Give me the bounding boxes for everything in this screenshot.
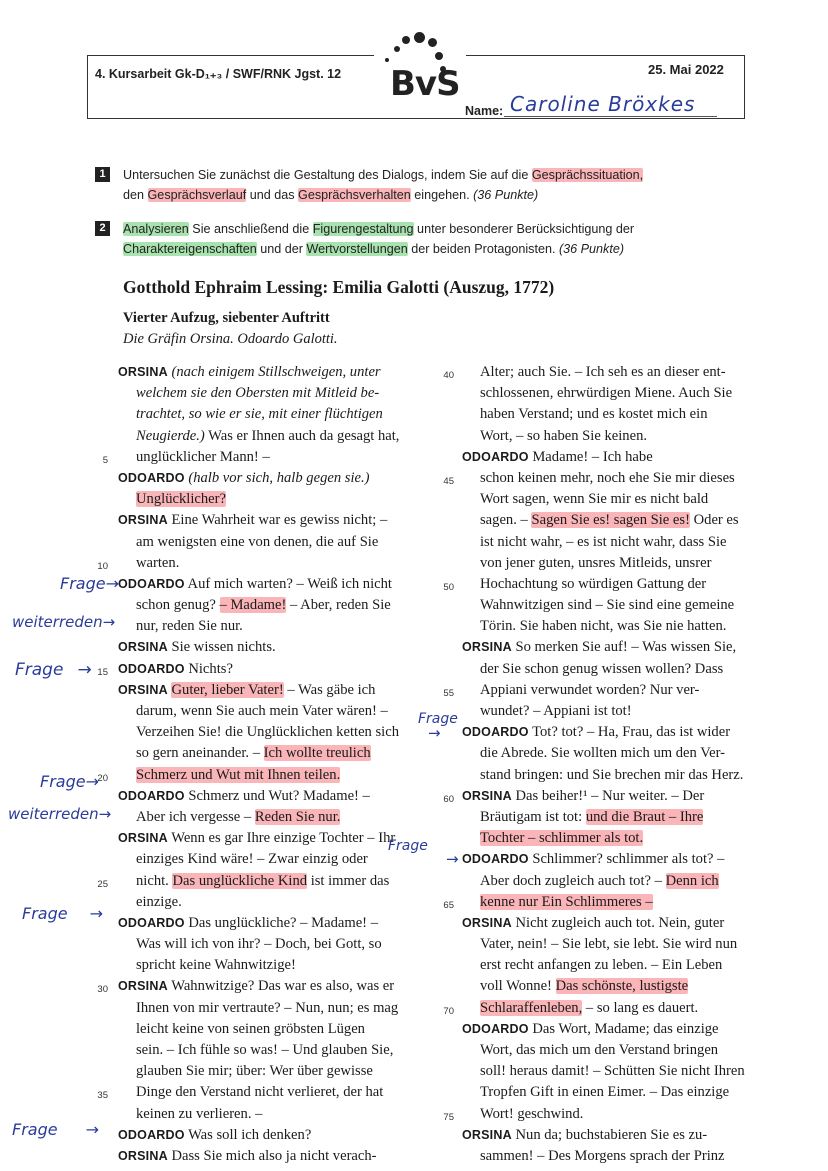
text-title: Gotthold Ephraim Lessing: Emilia Galotti (Auszug, 1772) — [123, 277, 555, 297]
annotation-frage: Frage → — [12, 1120, 99, 1139]
line-number: 25 — [97, 878, 108, 890]
annotation-frage: Frage → — [15, 660, 92, 680]
task-1: 1 Untersuchen Sie zunächst die Gestaltung des Dialogs, indem Sie auf die Gesprächssituation, den Gesprächsverlauf und das Gesprächsverhalten eingehen. (36 Punkte) — [95, 165, 755, 205]
line-number: 15 — [97, 666, 108, 678]
highlight: Ich wollte treulich — [263, 745, 371, 762]
annotation-weiterreden: weiterreden→ — [12, 613, 116, 631]
line-number: 55 — [443, 687, 454, 699]
student-name: Caroline Bröxkes — [510, 92, 696, 116]
highlight: Schmerz und Wut mit Ihnen teilen. — [136, 766, 341, 783]
highlight: Gesprächssituation, — [531, 168, 644, 182]
school-logo — [374, 28, 466, 110]
line-number: 30 — [97, 984, 108, 996]
arrow-icon: → — [428, 724, 441, 742]
line-number: 70 — [443, 1005, 454, 1017]
line-number: 10 — [97, 560, 108, 572]
task-2: 2 Analysieren Sie anschließend die Figurengestaltung unter besonderer Berücksichtigung der Charaktereigenschaften und der Wertvorstellungen der beiden Protagonisten. (36 Punkte) — [95, 219, 755, 259]
line-number: 65 — [443, 899, 454, 911]
highlight: Unglücklicher? — [136, 491, 226, 508]
line-number: 35 — [97, 1090, 108, 1102]
highlight: Gesprächsverhalten — [298, 188, 411, 202]
arrow-icon: → — [446, 850, 459, 868]
line-number: 20 — [97, 772, 108, 784]
task-number: 2 — [95, 221, 110, 236]
task-number: 1 — [95, 167, 110, 182]
highlight: Sagen Sie es! sagen Sie es! — [531, 512, 690, 529]
annotation-weiterreden: weiterreden→ — [8, 805, 112, 823]
line-number: 40 — [443, 370, 454, 381]
highlight: – Madame! — [219, 597, 287, 614]
line-number: 50 — [443, 581, 454, 593]
line-number: 75 — [443, 1111, 454, 1123]
highlight: Figurengestaltung — [312, 222, 414, 236]
annotation-frage: Frage→ — [40, 772, 99, 791]
name-underline — [504, 116, 717, 117]
line-number: 60 — [443, 793, 454, 805]
highlight: Das unglückliche Kind — [172, 872, 308, 889]
logo-text: BvS — [390, 64, 460, 104]
highlight: Denn ich — [665, 872, 719, 889]
annotation-frage: Frage — [418, 711, 458, 727]
exam-title: 4. Kursarbeit Gk-D₁₊₃ / SWF/RNK Jgst. 12 — [95, 67, 342, 81]
line-number: 5 — [102, 454, 108, 466]
highlight: Guter, lieber Vater! — [171, 681, 284, 698]
highlight: Schlaraffenleben, — [480, 999, 583, 1016]
name-label: Name: — [465, 104, 504, 118]
annotation-frage: Frage→ — [60, 574, 119, 593]
annotation-frage: Frage → — [22, 904, 103, 923]
highlight: Reden Sie nur. — [254, 808, 341, 825]
highlight: Charaktereigenschaften — [123, 242, 257, 256]
scene-heading: Vierter Aufzug, siebenter Auftritt — [123, 310, 330, 326]
dialog-left-column: ORSINA (nach einigem Stillschweigen, unter welchem sie den Obersten mit Mitleid be- trachtet, so wie er sie, mit einer flüchtigen Neugierde.) Was er Ihnen auch da gesagt hat, 5 unglücklicher Mann! – ODOARDO (halb vor sich, halb gegen sie.) Unglücklicher? ORSINA Eine Wahrheit war es gewiss nicht; – am wenigsten eine von denen, die auf Sie 10 warten. ODOARDO Auf mich warten? – Weiß ich nicht schon genug? – Madame! – Aber, reden Sie nur, reden Sie nur. ORSINA Sie wissen nichts. 15 ODOARDO Nichts? ORSINA Guter, lieber Vater! – Was gäbe ich darum, wenn Sie auch mein Vater wären! – Verzeihen Sie! die Unglücklichen ketten sich so gern aneinander. – Ich wollte treulich 20 Schmerz und Wut mit Ihnen teilen. ODOARDO Schmerz und Wut? Madame! – Aber ich vergesse – Reden Sie nur. ORSINA Wenn es gar Ihre einzige Tochter – Ihr einziges Kind wäre! – Zwar einzig oder 25 nicht. Das unglückliche Kind ist immer das einzige. ODOARDO Das unglückliche? – Madame! – Was will ich von ihr? – Doch, bei Gott, so spricht keine Wahnwitzige! 30 ORSINA Wahnwitzige? Das war es also, was er Ihnen von mir vertraute? – Nun, nun; es mag leicht keine von seinen gröbsten Lügen sein. – Ich fühle so was! – Und glauben Sie, glauben Sie mir; über: Wer über gewisse 35 Dinge den Verstand nicht verlieret, der hat keinen zu verlieren. – ODOARDO Was soll ich denken? ORSINA Dass Sie mich also ja nicht verach- — [118, 362, 428, 1167]
highlight: Tochter – schlimmer als tot. — [480, 830, 644, 847]
highlight: kenne nur Ein Schlimmeres – — [480, 893, 653, 910]
exam-date: 25. Mai 2022 — [648, 62, 724, 77]
highlight: und die Braut – Ihre — [585, 808, 704, 825]
dialog-right-column: 40 Alter; auch Sie. – Ich seh es an dieser ent- schlossenen, ehrwürdigen Miene. Auch Sie haben Verstand; und es kostet mich ein Wort, – so haben Sie keinen. ODOARDO Madame! – Ich habe 45 schon keinen mehr, noch ehe Sie mir dieses Wort sagen, wenn Sie mir es nicht bald sagen. – Sagen Sie es! sagen Sie es! Oder es ist nicht wahr, – es ist nicht wahr, dass Sie von jener guten, unsres Mitleids, unsrer 50 Hochachtung so würdigen Gattung der Wahnwitzigen sind – Sie sind eine gemeine Törin. Sie haben nicht, was Sie nie hatten. ORSINA So merken Sie auf! – Was wissen Sie, der Sie schon genug wissen wollen? Dass 55 Appiani verwundet worden? Nur ver- wundet? – Appiani ist tot! ODOARDO Tot? tot? – Ha, Frau, das ist wider die Abrede. Sie wollten mich um den Ver- stand bringen: und Sie brechen mir das Herz. 60 ORSINA Das beiher!¹ – Nur weiter. – Der Bräutigam ist tot: und die Braut – Ihre Tochter – schlimmer als tot. ODOARDO Schlimmer? schlimmer als tot? – Aber doch zugleich auch tot? – Denn ich 65 kenne nur Ein Schlimmeres – ORSINA Nicht zugleich auch tot. Nein, guter Vater, nein! – Sie lebt, sie lebt. Sie wird nun erst recht anfangen zu leben. – Ein Leben voll Wonne! Das schönste, lustigste 70 Schlaraffenleben, – so lang es dauert. ODOARDO Das Wort, Madame; das einzige Wort, das mich um den Verstand bringen soll! heraus damit! – Schütten Sie nicht Ihren Tropfen Gift in einen Eimer. – Das einzige 75 Wort! geschwind. ORSINA Nun da; buchstabieren Sie es zu- sammen! – Des Morgens sprach der Prinz — [462, 362, 792, 1167]
highlight: Wertvorstellungen — [306, 242, 408, 256]
cast-line: Die Gräfin Orsina. Odoardo Galotti. — [123, 331, 338, 347]
annotation-frage: Frage — [388, 838, 428, 854]
highlight: Das schönste, lustigste — [555, 978, 689, 995]
highlight: Analysieren — [123, 222, 189, 236]
line-number: 45 — [443, 475, 454, 487]
highlight: Gesprächsverlauf — [147, 188, 247, 202]
